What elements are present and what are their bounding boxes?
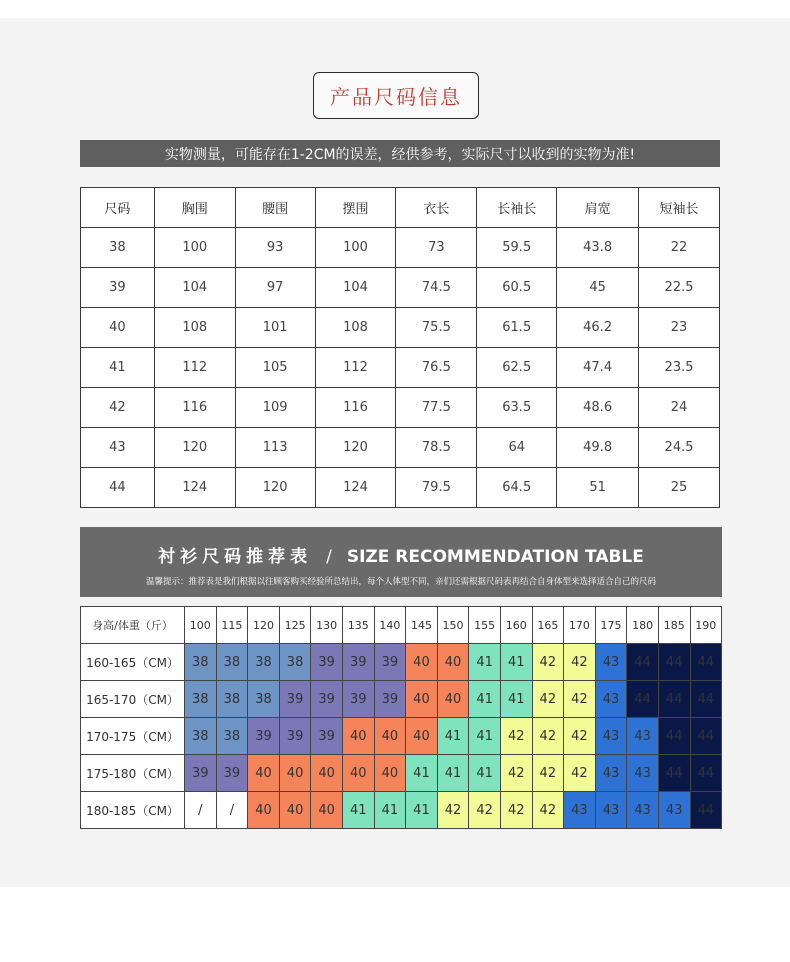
weight-header-cell: 150 xyxy=(437,607,469,644)
height-row xyxy=(81,792,722,829)
header-cell: 尺码 xyxy=(81,188,155,228)
size-recommendation-cell: 42 xyxy=(500,718,532,755)
table-row xyxy=(81,308,720,348)
size-recommendation-cell: 40 xyxy=(406,644,438,681)
size-recommendation-cell: 44 xyxy=(690,718,722,755)
header-cell: 肩宽 xyxy=(557,188,639,228)
size-recommendation-cell: 38 xyxy=(185,644,217,681)
size-recommendation-cell: 42 xyxy=(564,681,596,718)
size-recommendation-cell: 40 xyxy=(437,681,469,718)
size-recommendation-cell: 39 xyxy=(342,681,374,718)
size-recommendation-cell: 43 xyxy=(627,718,659,755)
weight-header-cell: 135 xyxy=(342,607,374,644)
size-recommendation-cell: 39 xyxy=(279,718,311,755)
table-cell: 39 xyxy=(81,268,155,308)
size-recommendation-cell: 39 xyxy=(216,755,248,792)
table-row xyxy=(81,348,720,388)
size-recommendation-cell: 42 xyxy=(564,718,596,755)
size-recommendation-cell: 38 xyxy=(216,644,248,681)
table-cell: 101 xyxy=(235,308,315,348)
header-cell: 短袖长 xyxy=(639,188,720,228)
table-cell: 108 xyxy=(315,308,396,348)
table-row xyxy=(81,228,720,268)
size-recommendation-cell: 41 xyxy=(469,755,501,792)
size-recommendation-cell: 42 xyxy=(469,792,501,829)
table-cell: 112 xyxy=(315,348,396,388)
table-cell: 48.6 xyxy=(557,388,639,428)
weight-header-cell: 145 xyxy=(406,607,438,644)
size-recommendation-cell: 42 xyxy=(532,718,564,755)
header-cell: 长袖长 xyxy=(477,188,557,228)
table-cell: 75.5 xyxy=(396,308,477,348)
weight-header-row xyxy=(81,607,722,644)
size-chart-table xyxy=(80,187,720,508)
size-recommendation-cell: 44 xyxy=(658,644,690,681)
table-cell: 124 xyxy=(315,468,396,508)
size-recommendation-cell: 41 xyxy=(437,755,469,792)
size-recommendation-cell: 44 xyxy=(690,792,722,829)
size-recommendation-cell: 39 xyxy=(185,755,217,792)
weight-header-cell: 155 xyxy=(469,607,501,644)
table-cell: 120 xyxy=(154,428,235,468)
table-cell: 47.4 xyxy=(557,348,639,388)
size-recommendation-cell: 39 xyxy=(374,644,406,681)
table-cell: 59.5 xyxy=(477,228,557,268)
table-cell: 105 xyxy=(235,348,315,388)
size-recommendation-cell: 44 xyxy=(658,755,690,792)
table-cell: 76.5 xyxy=(396,348,477,388)
size-recommendation-cell: 40 xyxy=(279,755,311,792)
table-cell: 79.5 xyxy=(396,468,477,508)
measurement-notice: 实物测量，可能存在1-2CM的误差，经供参考，实际尺寸以收到的实物为准! xyxy=(80,140,720,167)
title-separator: / xyxy=(326,547,333,567)
table-cell: 112 xyxy=(154,348,235,388)
size-recommendation-cell: 43 xyxy=(564,792,596,829)
table-cell: 93 xyxy=(235,228,315,268)
size-recommendation-cell: 42 xyxy=(564,755,596,792)
table-cell: 24 xyxy=(639,388,720,428)
table-cell: 97 xyxy=(235,268,315,308)
table-row xyxy=(81,388,720,428)
recommendation-tip: 温馨提示：推荐表是我们根据以往顾客购买经验所总结出，每个人体型不同，亲们还需根据尺码表再结合自身体型来选择适合自己的尺码 xyxy=(145,577,656,587)
weight-header-cell: 165 xyxy=(532,607,564,644)
height-row xyxy=(81,644,722,681)
table-cell: 63.5 xyxy=(477,388,557,428)
size-recommendation-cell: 42 xyxy=(532,681,564,718)
table-cell: 24.5 xyxy=(639,428,720,468)
table-cell: 116 xyxy=(154,388,235,428)
table-cell: 43.8 xyxy=(557,228,639,268)
size-recommendation-cell: 43 xyxy=(595,644,627,681)
weight-header-cell: 160 xyxy=(500,607,532,644)
size-recommendation-cell: 41 xyxy=(500,681,532,718)
size-recommendation-cell: 39 xyxy=(311,681,343,718)
table-cell: 23.5 xyxy=(639,348,720,388)
size-recommendation-cell: 44 xyxy=(690,644,722,681)
size-recommendation-cell: 40 xyxy=(248,792,280,829)
size-recommendation-cell: 39 xyxy=(374,681,406,718)
table-cell: 41 xyxy=(81,348,155,388)
size-recommendation-cell: 39 xyxy=(311,644,343,681)
weight-header-cell: 100 xyxy=(185,607,217,644)
size-recommendation-cell: 38 xyxy=(216,718,248,755)
size-recommendation-cell: 42 xyxy=(532,792,564,829)
size-recommendation-cell: 38 xyxy=(216,681,248,718)
recommendation-banner xyxy=(80,527,722,597)
size-recommendation-cell: 40 xyxy=(437,644,469,681)
size-recommendation-cell: 38 xyxy=(248,644,280,681)
size-recommendation-cell: 41 xyxy=(437,718,469,755)
height-row-label: 175-180（CM） xyxy=(81,755,185,792)
table-cell: 22 xyxy=(639,228,720,268)
table-cell: 73 xyxy=(396,228,477,268)
size-recommendation-cell: 40 xyxy=(374,718,406,755)
table-cell: 62.5 xyxy=(477,348,557,388)
size-recommendation-cell: 40 xyxy=(248,755,280,792)
size-recommendation-cell: 41 xyxy=(500,644,532,681)
size-recommendation-cell: 39 xyxy=(248,718,280,755)
size-recommendation-cell: 42 xyxy=(532,644,564,681)
weight-header-cell: 180 xyxy=(627,607,659,644)
size-recommendation-cell: 42 xyxy=(532,755,564,792)
size-recommendation-cell: 43 xyxy=(595,792,627,829)
size-recommendation-cell: 44 xyxy=(627,644,659,681)
height-row xyxy=(81,681,722,718)
size-recommendation-cell: 44 xyxy=(658,681,690,718)
size-recommendation-cell: 40 xyxy=(342,755,374,792)
table-cell: 51 xyxy=(557,468,639,508)
recommendation-title-en: SIZE RECOMMENDATION TABLE xyxy=(346,547,644,567)
size-chart-body xyxy=(81,228,720,508)
weight-header-cell: 185 xyxy=(658,607,690,644)
table-cell: 104 xyxy=(315,268,396,308)
size-recommendation-cell: 41 xyxy=(406,792,438,829)
size-recommendation-cell: 41 xyxy=(469,644,501,681)
table-cell: 45 xyxy=(557,268,639,308)
size-recommendation-cell: 41 xyxy=(469,718,501,755)
height-row xyxy=(81,718,722,755)
size-recommendation-cell: 41 xyxy=(469,681,501,718)
size-recommendation-cell: 42 xyxy=(437,792,469,829)
recommendation-body xyxy=(81,607,722,829)
table-cell: 120 xyxy=(235,468,315,508)
table-cell: 120 xyxy=(315,428,396,468)
page-title: 产品尺码信息 xyxy=(313,72,479,119)
table-row xyxy=(81,428,720,468)
recommendation-title xyxy=(80,542,722,567)
size-recommendation-cell: 41 xyxy=(342,792,374,829)
height-row-label: 180-185（CM） xyxy=(81,792,185,829)
weight-header-cell: 140 xyxy=(374,607,406,644)
table-cell: 40 xyxy=(81,308,155,348)
height-row-label: 165-170（CM） xyxy=(81,681,185,718)
size-recommendation-cell: 43 xyxy=(627,792,659,829)
table-cell: 124 xyxy=(154,468,235,508)
size-recommendation-cell: 44 xyxy=(690,681,722,718)
size-recommendation-cell: 43 xyxy=(595,755,627,792)
size-recommendation-cell: 40 xyxy=(374,755,406,792)
table-cell: 77.5 xyxy=(396,388,477,428)
weight-header-cell: 170 xyxy=(564,607,596,644)
size-recommendation-cell: 40 xyxy=(311,755,343,792)
table-cell: 22.5 xyxy=(639,268,720,308)
size-recommendation-cell: 42 xyxy=(500,755,532,792)
table-cell: 60.5 xyxy=(477,268,557,308)
recommendation-title-cn: 衬衫尺码推荐表 xyxy=(158,547,313,567)
size-recommendation-cell: 39 xyxy=(311,718,343,755)
weight-header-cell: 125 xyxy=(279,607,311,644)
table-cell: 78.5 xyxy=(396,428,477,468)
weight-header-cell: 120 xyxy=(248,607,280,644)
header-cell: 摆围 xyxy=(315,188,396,228)
height-row-label: 160-165（CM） xyxy=(81,644,185,681)
header-cell: 衣长 xyxy=(396,188,477,228)
weight-header-cell: 115 xyxy=(216,607,248,644)
table-cell: 61.5 xyxy=(477,308,557,348)
table-cell: 49.8 xyxy=(557,428,639,468)
table-row xyxy=(81,468,720,508)
table-cell: 108 xyxy=(154,308,235,348)
table-cell: 64 xyxy=(477,428,557,468)
header-cell: 胸围 xyxy=(154,188,235,228)
table-cell: 113 xyxy=(235,428,315,468)
size-recommendation-cell: 41 xyxy=(406,755,438,792)
size-recommendation-cell: 44 xyxy=(627,681,659,718)
size-recommendation-cell: 42 xyxy=(500,792,532,829)
table-cell: 100 xyxy=(315,228,396,268)
size-recommendation-table xyxy=(80,606,722,829)
size-recommendation-cell: 40 xyxy=(406,681,438,718)
size-recommendation-cell: 43 xyxy=(658,792,690,829)
table-cell: 38 xyxy=(81,228,155,268)
size-recommendation-cell: / xyxy=(185,792,217,829)
corner-label: 身高/体重（斤） xyxy=(81,607,185,644)
size-recommendation-cell: 40 xyxy=(406,718,438,755)
size-recommendation-cell: 40 xyxy=(311,792,343,829)
size-recommendation-cell: 44 xyxy=(690,755,722,792)
size-recommendation-cell: 40 xyxy=(279,792,311,829)
height-row xyxy=(81,755,722,792)
table-cell: 104 xyxy=(154,268,235,308)
weight-header-cell: 190 xyxy=(690,607,722,644)
table-cell: 74.5 xyxy=(396,268,477,308)
size-recommendation-cell: 40 xyxy=(342,718,374,755)
weight-header-cell: 130 xyxy=(311,607,343,644)
weight-header-cell: 175 xyxy=(595,607,627,644)
table-cell: 43 xyxy=(81,428,155,468)
header-cell: 腰围 xyxy=(235,188,315,228)
table-cell: 100 xyxy=(154,228,235,268)
size-recommendation-cell: 41 xyxy=(374,792,406,829)
table-cell: 116 xyxy=(315,388,396,428)
size-recommendation-cell: 43 xyxy=(627,755,659,792)
size-recommendation-cell: 38 xyxy=(248,681,280,718)
size-recommendation-cell: / xyxy=(216,792,248,829)
table-cell: 42 xyxy=(81,388,155,428)
size-recommendation-cell: 42 xyxy=(564,644,596,681)
size-recommendation-cell: 38 xyxy=(185,718,217,755)
table-cell: 25 xyxy=(639,468,720,508)
size-recommendation-cell: 39 xyxy=(342,644,374,681)
size-recommendation-cell: 39 xyxy=(279,681,311,718)
size-recommendation-cell: 43 xyxy=(595,681,627,718)
table-cell: 109 xyxy=(235,388,315,428)
size-recommendation-cell: 43 xyxy=(595,718,627,755)
table-cell: 44 xyxy=(81,468,155,508)
size-recommendation-cell: 44 xyxy=(658,718,690,755)
table-cell: 46.2 xyxy=(557,308,639,348)
size-recommendation-cell: 38 xyxy=(185,681,217,718)
table-cell: 23 xyxy=(639,308,720,348)
table-row xyxy=(81,268,720,308)
size-recommendation-cell: 38 xyxy=(279,644,311,681)
table-cell: 64.5 xyxy=(477,468,557,508)
height-row-label: 170-175（CM） xyxy=(81,718,185,755)
size-chart-header-row xyxy=(81,188,720,228)
